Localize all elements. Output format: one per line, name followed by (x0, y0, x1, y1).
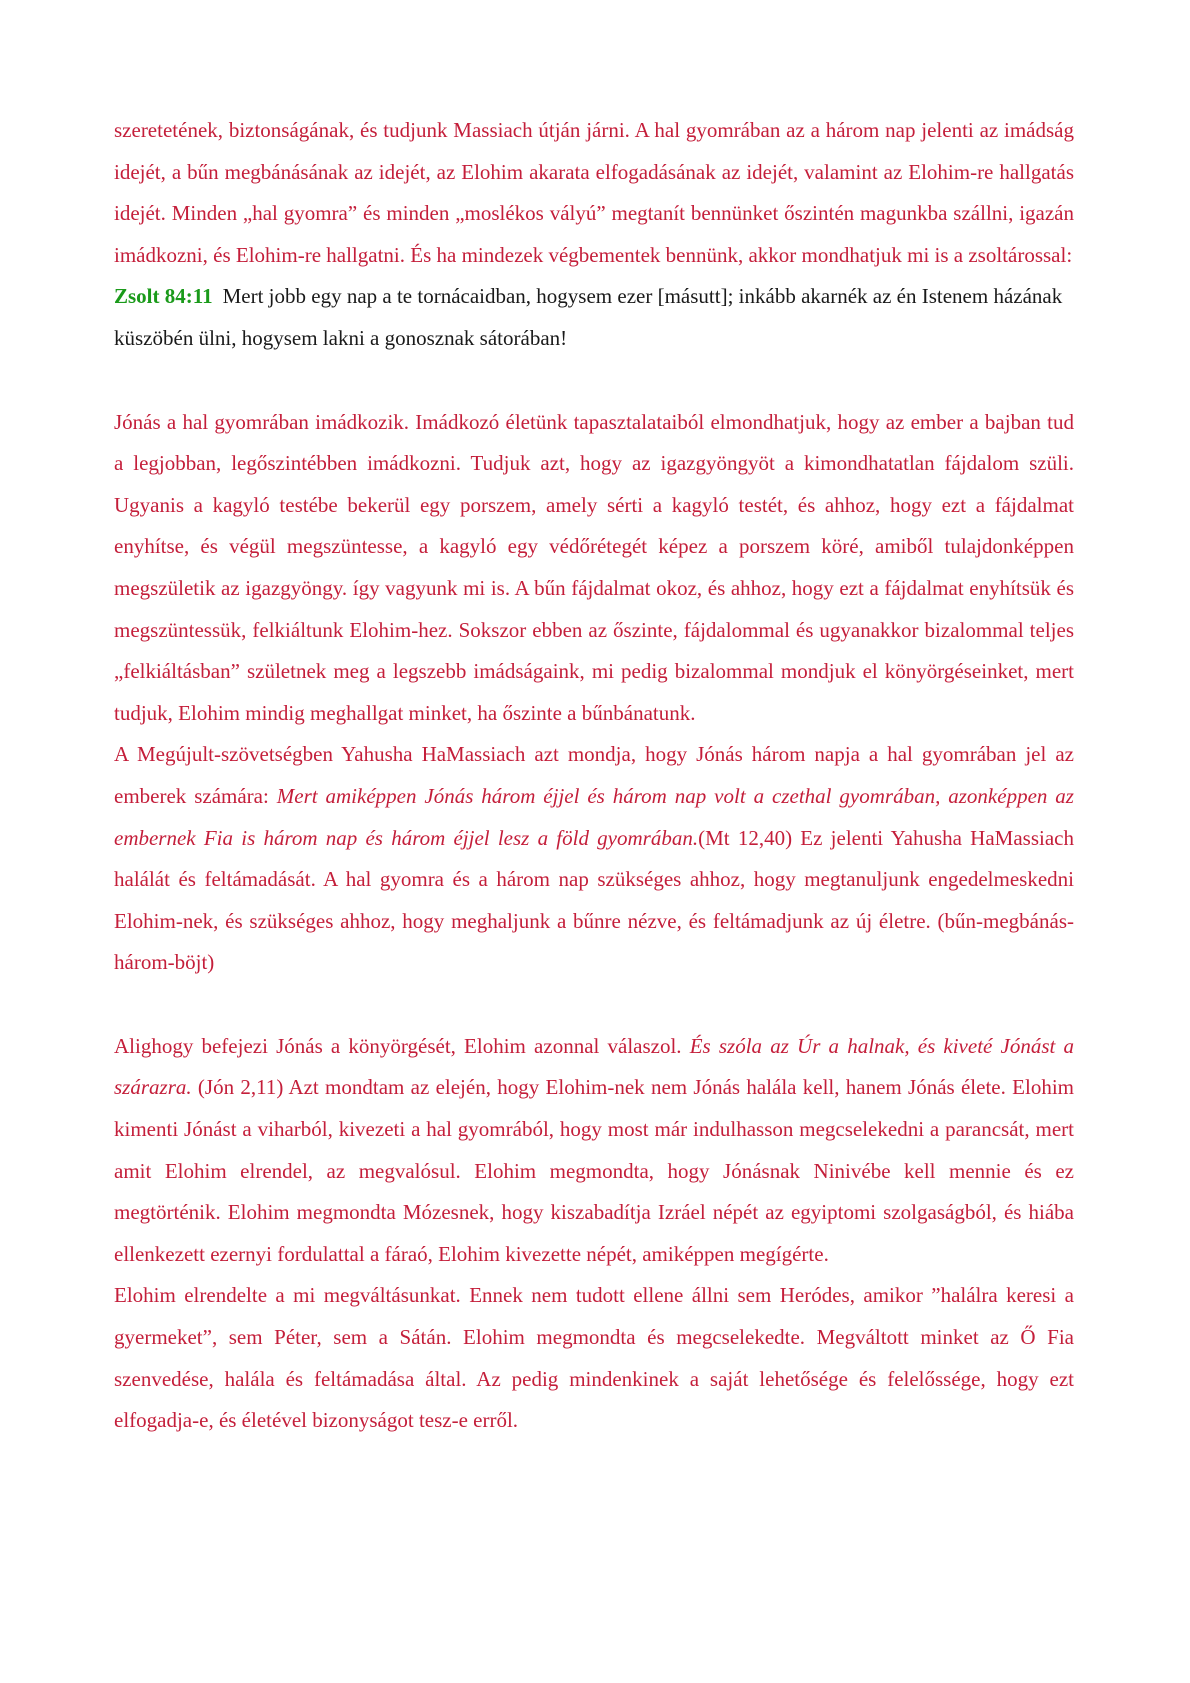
paragraph-gap (114, 360, 1074, 402)
document-page (114, 110, 1074, 1442)
paragraph-4-quote: És szóla az Úr a halnak, és kiveté Jónást a szárazra. (114, 1033, 1074, 1100)
scripture-verse (114, 276, 1074, 359)
paragraph-5: Elohim elrendelte a mi megváltásunkat. Ennek nem tudott ellene állni sem Heródes, amikor ”halálra keresi a gyermeket”, sem Péter, sem a Sátán. Elohim megmondta és megcselekedte. Megváltott minket az Ő Fia szenvedése, halála és feltámadása által. Az pedig mindenkinek a saját lehetősége és felelőssége, hogy ezt elfogadja-e, és életével bizonyságot tesz-e erről. (114, 1283, 1074, 1433)
paragraph-3-intro: A Megújult-szövetségben Yahusha HaMassiach azt mondja, hogy Jónás három napja a hal gyomrában jel az emberek számára: (114, 742, 1074, 808)
verse-reference: Zsolt 84:11 (114, 284, 213, 309)
paragraph-gap (114, 984, 1074, 1026)
paragraph-2: Jónás a hal gyomrában imádkozik. Imádkozó életünk tapasztalataiból elmondhatjuk, hogy az ember a bajban tud a legjobban, legőszintébben imádkozni. Tudjuk azt, hogy az igazgyöngyöt a kimondhatatlan fájdalom szüli. Ugyanis a kagyló testébe bekerül egy porszem, amely sérti a kagyló testét, és ahhoz, hogy ezt a fájdalmat enyhítse, és végül megszüntesse, a kagyló egy védőrétegét képez a porszem köré, amiből tulajdonképpen megszületik az igazgyöngy. így vagyunk mi is. A bűn fájdalmat okoz, és ahhoz, hogy ezt a fájdalmat enyhítsük és megszüntessük, felkiáltunk Elohim-hez. Sokszor ebben az őszinte, fájdalommal és ugyanakkor bizalommal teljes „felkiáltásban” születnek meg a legszebb imádságaink, mi pedig bizalommal mondjuk el könyörgéseinket, mert tudjuk, Elohim mindig meghallgat minket, ha őszinte a bűnbánatunk. (114, 409, 1074, 725)
paragraph-4-intro: Alighogy befejezi Jónás a könyörgését, Elohim azonnal válaszol. (114, 1033, 690, 1058)
paragraph-1: szeretetének, biztonságának, és tudjunk Massiach útján járni. A hal gyomrában az a három nap jelenti az imádság idejét, a bűn megbánásának az idejét, az Elohim akarata elfogadásának az idejét, valamint az Elohim-re hallgatás idejét. Minden „hal gyomra” és minden „moslékos vályú” megtanít bennünket őszintén magunkba szállni, igazán imádkozni, és Elohim-re hallgatni. És ha mindezek végbementek bennünk, akkor mondhatjuk mi is a zsoltárossal: (114, 118, 1074, 267)
paragraph-4-rest: (Jón 2,11) Azt mondtam az elején, hogy Elohim-nek nem Jónás halála kell, hanem Jónás élete. Elohim kimenti Jónást a viharból, kivezeti a hal gyomrából, hogy most már indulhasson megcselekedni a parancsát, mert amit Elohim elrendel, az megvalósul. Elohim megmondta, hogy Jónásnak Ninivébe kell mennie és ez megtörténik. Elohim megmondta Mózesnek, hogy kiszabadítja Izráel népét az egyiptomi szolgaságból, és hiába ellenkezett ezernyi fordulattal a fáraó, Elohim kivezette népét, amiképpen megígérte. (114, 1075, 1074, 1266)
paragraph-3-rest: (Mt 12,40) Ez jelenti Yahusha HaMassiach halálát és feltámadását. A hal gyomra és a három nap szükséges ahhoz, hogy megtanuljunk engedelmeskedni Elohim-nek, és szükséges ahhoz, hogy meghaljunk a bűnre nézve, és feltámadjunk az új életre. (bűn-megbánás-három-böjt) (114, 825, 1074, 975)
paragraph-4 (114, 1026, 1074, 1276)
paragraph-3 (114, 734, 1074, 984)
verse-text: Mert jobb egy nap a te tornácaidban, hogysem ezer [másutt]; inkább akarnék az én Istenem házának küszöbén ülni, hogysem lakni a gonosznak sátorában! (114, 284, 1063, 350)
paragraph-3-quote: Mert amiképpen Jónás három éjjel és három nap volt a czethal gyomrában, azonképpen az embernek Fia is három nap és három éjjel lesz a föld gyomrában. (114, 783, 1074, 850)
